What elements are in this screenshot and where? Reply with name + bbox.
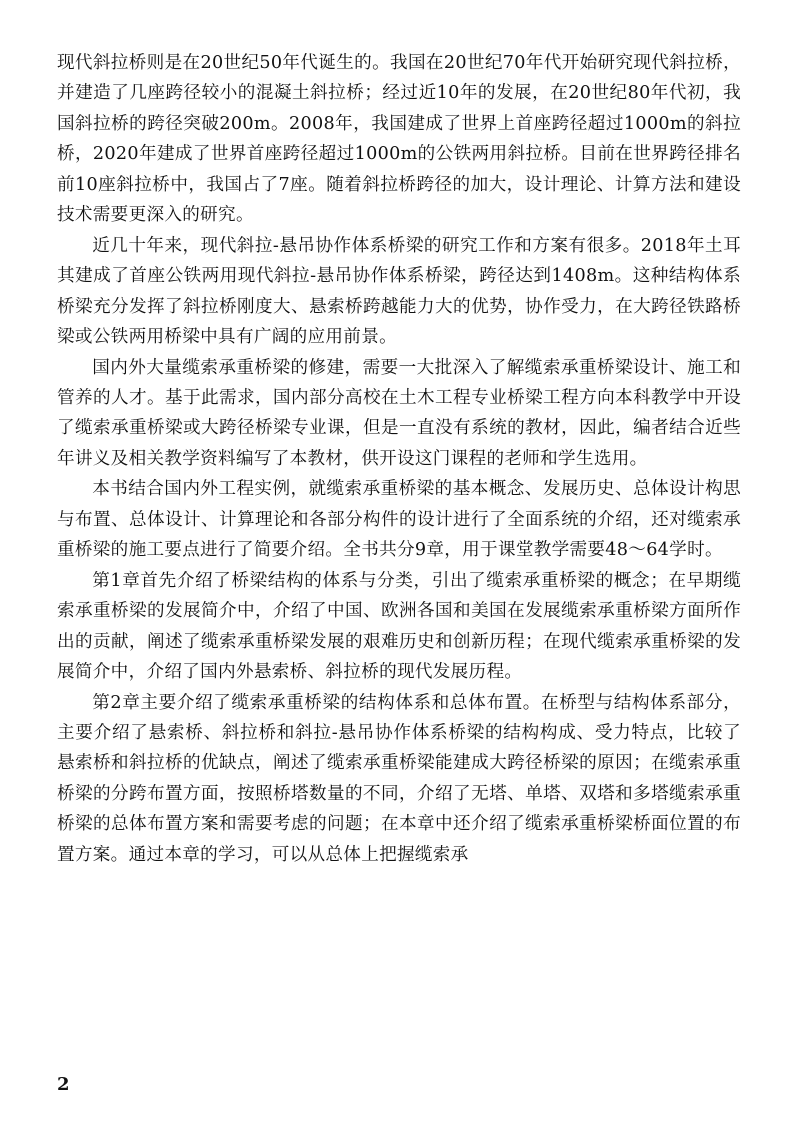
paragraph-continuation: 现代斜拉桥则是在20世纪50年代诞生的。我国在20世纪70年代开始研究现代斜拉桥，并建造了几座跨径较小的混凝土斜拉桥；经过近10年的发展，在20世纪80年代初，我国斜拉桥的跨径突破200m。2008年，我国建成了世界上首座跨径超过1000m的斜拉桥，2020年建成了世界首座跨径超过1000m的公铁两用斜拉桥。目前在世界跨径排名前10座斜拉桥中，我国占了7座。随着斜拉桥跨径的加大，设计理论、计算方法和建设技术需要更深入的研究。	[57, 53, 741, 226]
paragraph: 本书结合国内外工程实例，就缆索承重桥梁的基本概念、发展历史、总体设计构思与布置、总体设计、计算理论和各部分构件的设计进行了全面系统的介绍，还对缆索承重桥梁的施工要点进行了简要介绍。全书共分9章，用于课堂教学需要48～64学时。	[57, 479, 741, 561]
paragraph: 第2章主要介绍了缆索承重桥梁的结构体系和总体布置。在桥型与结构体系部分，主要介绍了悬索桥、斜拉桥和斜拉-悬吊协作体系桥梁的结构构成、受力特点，比较了悬索桥和斜拉桥的优缺点，阐述了缆索承重桥梁能建成大跨径桥梁的原因；在缆索承重桥梁的分跨布置方面，按照桥塔数量的不同，介绍了无塔、单塔、双塔和多塔缆索承重桥梁的总体布置方案和需要考虑的问题；在本章中还介绍了缆索承重桥梁桥面位置的布置方案。通过本章的学习，可以从总体上把握缆索承	[57, 692, 741, 865]
paragraph: 近几十年来，现代斜拉-悬吊协作体系桥梁的研究工作和方案有很多。2018年土耳其建成了首座公铁两用现代斜拉-悬吊协作体系桥梁，跨径达到1408m。这种结构体系桥梁充分发挥了斜拉桥刚度大、悬索桥跨越能力大的优势，协作受力，在大跨径铁路桥梁或公铁两用桥梁中具有广阔的应用前景。	[57, 235, 741, 348]
page-body	[57, 48, 741, 870]
paragraph: 第1章首先介绍了桥梁结构的体系与分类，引出了缆索承重桥梁的概念；在早期缆索承重桥梁的发展简介中，介绍了中国、欧洲各国和美国在发展缆索承重桥梁方面所作出的贡献，阐述了缆索承重桥梁发展的艰难历史和创新历程；在现代缆索承重桥梁的发展简介中，介绍了国内外悬索桥、斜拉桥的现代发展历程。	[57, 570, 741, 683]
page-number: 2	[57, 1074, 70, 1095]
paragraph: 国内外大量缆索承重桥梁的修建，需要一大批深入了解缆索承重桥梁设计、施工和管养的人才。基于此需求，国内部分高校在土木工程专业桥梁工程方向本科教学中开设了缆索承重桥梁或大跨径桥梁专业课，但是一直没有系统的教材，因此，编者结合近些年讲义及相关教学资料编写了本教材，供开设这门课程的老师和学生选用。	[57, 357, 741, 469]
